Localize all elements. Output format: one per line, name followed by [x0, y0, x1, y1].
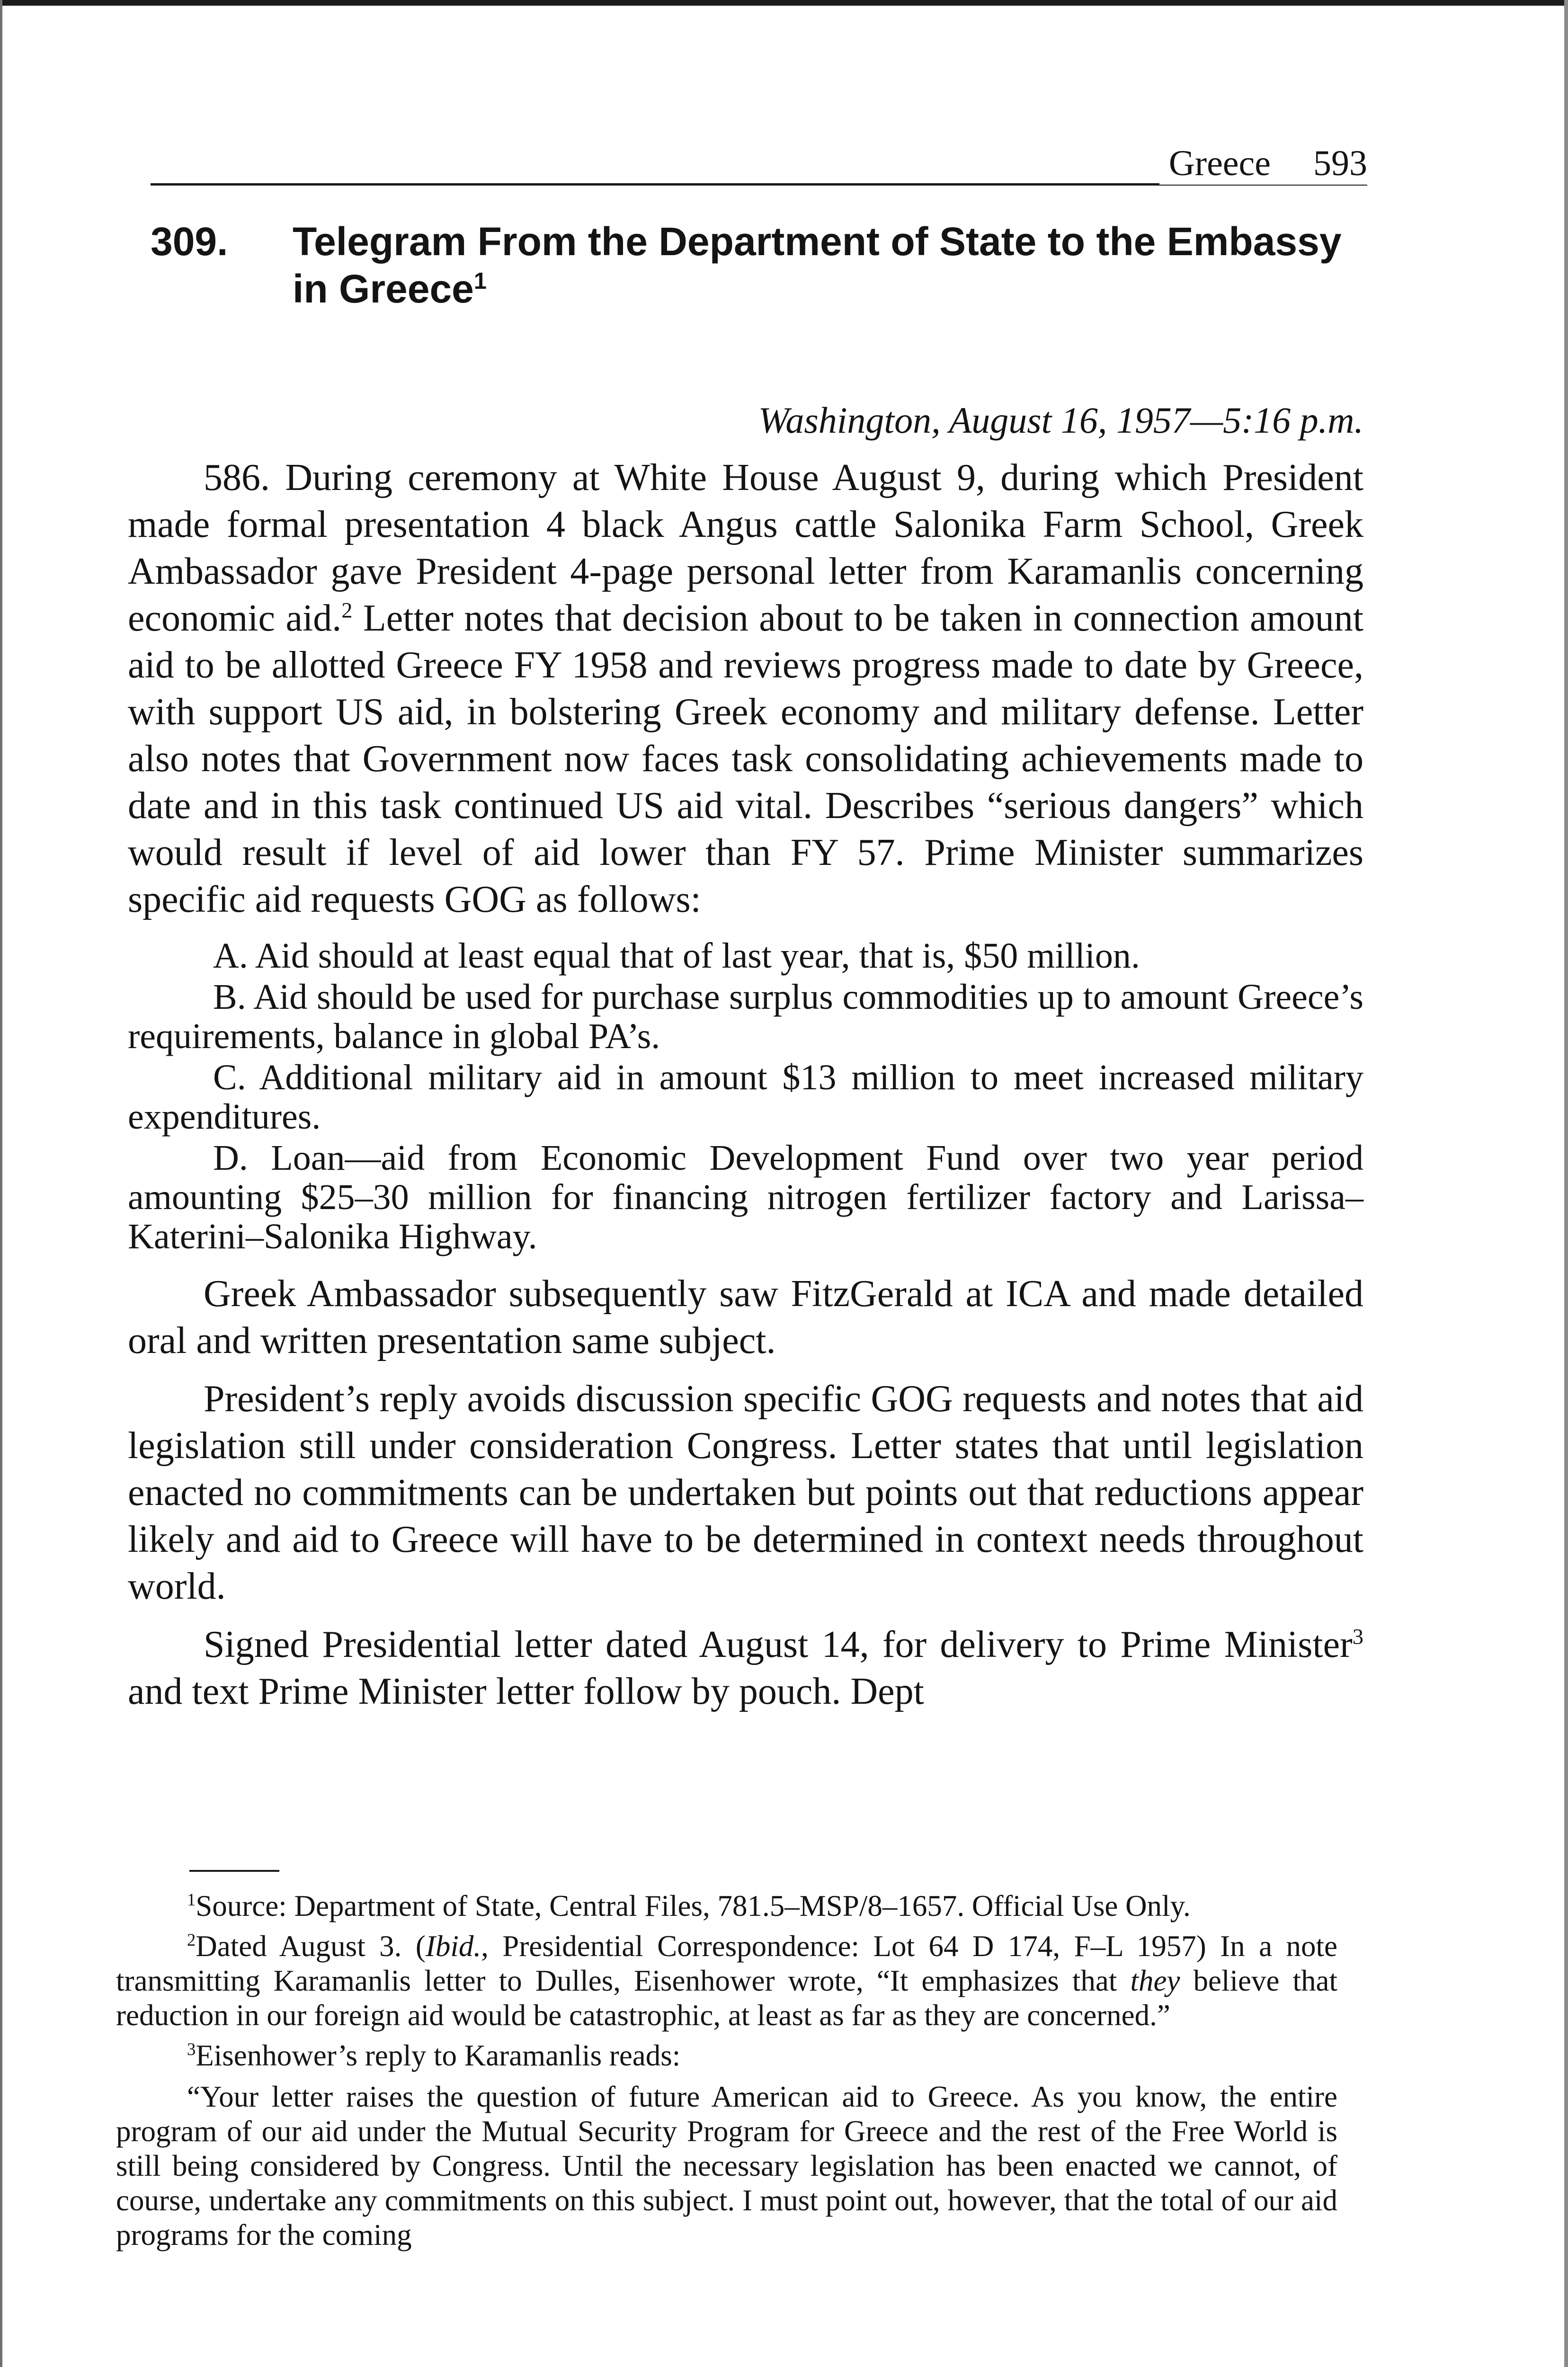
- running-head: [1159, 142, 1367, 185]
- footnote-2: [116, 1929, 1337, 2033]
- footnote-3-text: Eisenhower’s reply to Karamanlis reads:: [196, 2039, 681, 2072]
- scan-left-edge: [0, 0, 2, 2367]
- footnote-2-emphasis: they: [1130, 1964, 1180, 1997]
- footnote-3-quote: “Your letter raises the question of future American aid to Greece. As you know, the entire program of our aid under the Mutual Security Program for Greece and the rest of the Free World is still being considered by Congress. Until the necessary legislation has been enacted we cannot, of course, undertake any commitments on this subject. I must point out, however, that the total of our aid programs for the coming: [116, 2080, 1337, 2251]
- footnote-1-mark: 1: [187, 1890, 196, 1909]
- list-item: A. Aid should at least equal that of last year, that is, $50 million.: [213, 936, 1140, 976]
- footnote-2-text-a: Dated August 3. (: [196, 1930, 426, 1963]
- paragraph-4-continued: and text Prime Minister letter follow by pouch. Dept: [128, 1671, 924, 1712]
- page-header: [151, 142, 1367, 194]
- paragraph-4: [128, 1621, 1363, 1715]
- scan-right-edge: [1564, 0, 1568, 2367]
- paragraph-1: [128, 454, 1363, 923]
- scan-top-border: [0, 0, 1568, 6]
- telegram-body: [128, 454, 1363, 1715]
- list-item: C. Additional military aid in amount $13 million to meet increased military expenditures.: [128, 1058, 1363, 1137]
- paragraph-1-text: 586. During ceremony at White House August 9, during which President made formal presentation 4 black Angus cattle Salonika Farm School, Greek Ambassador gave President 4-page personal letter from Karamanlis concerning economic aid.: [128, 457, 1363, 639]
- footnote-1: [116, 1889, 1337, 1923]
- footnote-2-text-c: believe that reduction in our foreign aid would be catastrophic, at least as far as they are concerned.”: [116, 1964, 1337, 2032]
- paragraph-4-text: Signed Presidential letter dated August 14, for delivery to Prime Minister: [204, 1624, 1353, 1665]
- footnote-ref-2: 2: [341, 598, 353, 623]
- paragraph-3: President’s reply avoids discussion specific GOG requests and notes that aid legislation still under consideration Congress. Letter states that until legislation enacted no commitments can be undertaken but points out that reductions appear likely and aid to Greece will have to be determined in context needs throughout world.: [128, 1378, 1363, 1607]
- footnote-ref-3: 3: [1352, 1625, 1363, 1649]
- footnote-3: [116, 2038, 1337, 2073]
- footnote-2-text-b: , Presidential Correspondence: Lot 64 D 174, F–L 1957) In a note transmitting Karamanlis letter to Dulles, Eisenhower wrote, “It emphasizes that: [116, 1930, 1337, 1997]
- footnote-ref-1: 1: [473, 268, 487, 294]
- paragraph-1-continued: Letter notes that decision about to be taken in connection amount aid to be allotted Greece FY 1958 and reviews progress made to date by Greece, with support US aid, in bolstering Greek economy and military defense. Letter also notes that Government now faces task consolidating achievements made to date and in this task continued US aid vital. Describes “serious dangers” which would result if level of aid lower than FY 57. Prime Minister summarizes specific aid requests GOG as follows:: [128, 597, 1364, 920]
- list-item: B. Aid should be used for purchase surplus commodities up to amount Greece’s requirements, balance in global PA’s.: [128, 977, 1363, 1056]
- dateline: Washington, August 16, 1957—5:16 p.m.: [758, 400, 1363, 441]
- footnote-rule: [189, 1870, 279, 1872]
- document-number: 309.: [151, 219, 228, 264]
- aid-request-list: [128, 936, 1363, 1256]
- document-title-text: Telegram From the Department of State to the Embassy in Greece: [293, 219, 1342, 311]
- running-title: Greece: [1168, 143, 1271, 183]
- list-item: D. Loan—aid from Economic Development Fund over two year period amounting $25–30 million for financing nitrogen fertilizer factory and Larissa–Katerini–Salonika Highway.: [128, 1138, 1363, 1256]
- document-title: [293, 218, 1381, 312]
- footnote-3-mark: 3: [187, 2039, 196, 2059]
- page-number: 593: [1313, 143, 1367, 183]
- footnotes: [116, 1889, 1337, 2258]
- footnote-2-mark: 2: [187, 1930, 196, 1949]
- footnote-1-text: Source: Department of State, Central Files, 781.5–MSP/8–1657. Official Use Only.: [196, 1889, 1191, 1922]
- paragraph-2: Greek Ambassador subsequently saw FitzGerald at ICA and made detailed oral and written presentation same subject.: [128, 1273, 1363, 1361]
- footnote-2-ibid: Ibid.: [425, 1930, 481, 1963]
